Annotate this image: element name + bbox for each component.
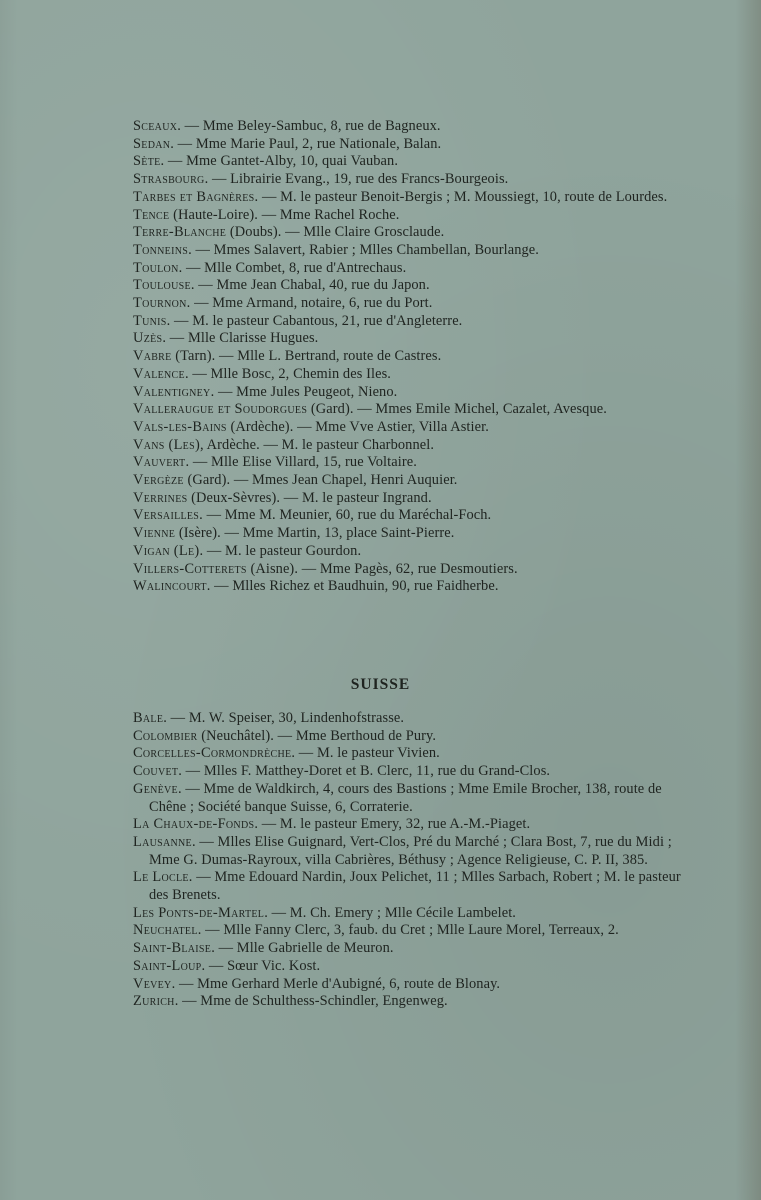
list-entry: Vauvert. — Mlle Elise Villard, 15, rue Voltaire. — [133, 454, 417, 471]
entry-place: Valleraugue et Soudorgues — [133, 401, 308, 418]
list-entry: Les Ponts-de-Martel. — M. Ch. Emery ; Mlle Cécile Lambelet. — [133, 904, 516, 921]
list-entry: Saint-Blaise. — Mlle Gabrielle de Meuron. — [133, 940, 394, 957]
entry-place: Villers-Cotterets — [133, 560, 247, 577]
entry-place: Genève — [133, 780, 178, 797]
entry-place: Le Locle — [133, 869, 189, 886]
entry-place: Strasbourg — [133, 171, 205, 188]
list-entry: Corcelles-Cormondrèche. — M. le pasteur Vivien. — [133, 745, 440, 762]
entry-place: Tunis — [133, 312, 167, 329]
entry-text: — Mme Gerhard Merle d'Aubigné, 6, route de Blonay. — [175, 975, 501, 992]
entry-text: (Tarn). — Mlle L. Bertrand, route de Castres. — [171, 348, 442, 365]
entry-place: Lausanne — [133, 833, 192, 850]
list-entry: Toulon. — Mlle Combet, 8, rue d'Antrechaus. — [133, 259, 407, 276]
list-entry: Strasbourg. — Librairie Evang., 19, rue des Francs-Bourgeois. — [133, 171, 509, 188]
entry-place: Sceaux — [133, 118, 178, 134]
list-entry — [133, 437, 681, 455]
entry-place: Toulouse — [133, 277, 191, 294]
list-entry: Tunis. — M. le pasteur Cabantous, 21, rue d'Angleterre. — [133, 312, 463, 329]
entry-place: Vienne — [133, 525, 176, 542]
entry-text: — M. le pasteur Benoit-Bergis ; M. Moussiegt, 10, route de Lourdes. — [258, 188, 668, 205]
entry-place: Tence — [133, 206, 170, 223]
entry-text: — Mme Beley-Sambuc, 8, rue de Bagneux. — [180, 118, 441, 134]
list-entry: Versailles. — Mme M. Meunier, 60, rue du Maréchal-Foch. — [133, 507, 492, 524]
entry-text: — Mlle Combet, 8, rue d'Antrechaus. — [182, 259, 407, 276]
list-entry: Tournon. — Mme Armand, notaire, 6, rue du Port. — [133, 295, 433, 312]
entry-text: — Mme Gantet-Alby, 10, quai Vauban. — [164, 153, 399, 170]
list-entry: Toulouse. — Mme Jean Chabal, 40, rue du Japon. — [133, 277, 430, 294]
section-title: SUISSE — [350, 676, 411, 693]
entry-text: (Haute-Loire). — Mme Rachel Roche. — [169, 206, 400, 223]
entry-text: — Mmes Salavert, Rabier ; Mlles Chambellan, Bourlange. — [191, 241, 539, 258]
entry-text: (Gard). — Mmes Emile Michel, Cazalet, Avesque. — [307, 401, 607, 418]
list-entry — [133, 401, 681, 419]
entry-place: Saint-Loup — [133, 957, 202, 974]
entry-text: — Librairie Evang., 19, rue des Francs-Bourgeois. — [208, 171, 509, 188]
entry-place: Neuchatel — [133, 922, 198, 939]
entry-text: — Mme Marie Paul, 2, rue Nationale, Balan. — [173, 135, 442, 152]
entry-text: — M. le pasteur Vivien. — [295, 745, 440, 762]
list-entry: Neuchatel. — Mlle Fanny Clerc, 3, faub. du Cret ; Mlle Laure Morel, Terreaux, 2. — [133, 922, 619, 939]
entry-text: — Mlles Elise Guignard, Vert-Clos, Pré du Marché ; Clara Bost, 7, rue du Midi ; Mme G. Dumas-Rayroux, villa Cabrières, Béthusy ; Agence Religieuse, C. P. II, 385. — [149, 833, 672, 868]
entry-text: — M. le pasteur Emery, 32, rue A.-M.-Piaget. — [258, 816, 531, 833]
list-entry — [133, 207, 681, 225]
list-entry: Saint-Loup. — Sœur Vic. Kost. — [133, 957, 321, 974]
entry-place: Tonneins — [133, 241, 189, 258]
entry-place: Sedan — [133, 135, 171, 152]
entry-text: — Sœur Vic. Kost. — [205, 957, 321, 974]
entry-text: , Ardèche. — M. le pasteur Charbonnel. — [200, 436, 435, 453]
entry-place: Vevey — [133, 975, 172, 992]
entry-place: Bale — [133, 710, 164, 726]
list-entry: Valence. — Mlle Bosc, 2, Chemin des Iles. — [133, 365, 391, 382]
entry-place: Tournon — [133, 295, 187, 312]
entry-place: Vergèze — [133, 472, 184, 489]
entry-place: Walincourt — [133, 578, 207, 595]
entry-text: — Mlle Fanny Clerc, 3, faub. du Cret ; Mlle Laure Morel, Terreaux, 2. — [201, 922, 619, 939]
list-entry — [133, 525, 681, 543]
entry-place: Valentigney — [133, 383, 211, 400]
entry-place: Saint-Blaise — [133, 940, 212, 957]
entry-text: — Mme de Waldkirch, 4, cours des Bastions ; Mme Emile Brocher, 138, route de Chêne ; Société banque Suisse, 6, Corraterie. — [149, 780, 662, 815]
entry-text: — Mme Jean Chabal, 40, rue du Japon. — [194, 277, 430, 294]
entry-text: — Mlle Clarisse Hugues. — [166, 330, 319, 347]
list-entry: Zurich. — Mme de Schulthess-Schindler, Engenweg. — [133, 993, 448, 1010]
list-entry: Tonneins. — Mmes Salavert, Rabier ; Mlles Chambellan, Bourlange. — [133, 241, 539, 258]
entry-text: (Isère). — Mme Martin, 13, place Saint-Pierre. — [175, 525, 455, 542]
entry-place: Terre-Blanche — [133, 224, 227, 241]
list-entry: La Chaux-de-Fonds. — M. le pasteur Emery, 32, rue A.-M.-Piaget. — [133, 816, 531, 833]
entry-text: — Mlle Gabrielle de Meuron. — [214, 940, 394, 957]
list-entry — [133, 561, 681, 579]
entry-text: (Doubs). — Mlle Claire Grosclaude. — [226, 224, 445, 241]
entry-place: Vauvert — [133, 454, 186, 471]
entry-text: (Deux-Sèvres). — M. le pasteur Ingrand. — [187, 489, 432, 506]
list-entry: Bale. — M. W. Speiser, 30, Lindenhofstrasse. — [133, 710, 405, 726]
list-entry: Couvet. — Mlles F. Matthey-Doret et B. Clerc, 11, rue du Grand-Clos. — [133, 763, 551, 780]
entry-text: — Mme Jules Peugeot, Nieno. — [214, 383, 398, 400]
entry-place: Vabre — [133, 348, 172, 365]
list-entry: Genève. — Mme de Waldkirch, 4, cours des Bastions ; Mme Emile Brocher, 138, route de Chêne ; Société banque Suisse, 6, Corraterie. — [133, 780, 662, 815]
entry-text: — Mme de Schulthess-Schindler, Engenweg. — [178, 993, 448, 1010]
entry-text: — M. W. Speiser, 30, Lindenhofstrasse. — [166, 710, 405, 726]
entry-text: — Mme Edouard Nardin, Joux Pelichet, 11 ; Mlles Sarbach, Robert ; M. le pasteur des Brenets. — [149, 869, 681, 904]
entry-place: Toulon — [133, 259, 179, 276]
entry-place: Valence — [133, 365, 185, 382]
entry-place: Sète — [133, 153, 161, 170]
list-entry: Valentigney. — Mme Jules Peugeot, Nieno. — [133, 383, 398, 400]
entry-text: — Mlle Elise Villard, 15, rue Voltaire. — [189, 454, 417, 471]
list-entry — [133, 224, 681, 242]
entry-place: Versailles — [133, 507, 200, 524]
entry-text: (Ardèche). — Mme Vve Astier, Villa Astier. — [226, 418, 489, 435]
entry-place: Corcelles-Cormondrèche — [133, 745, 292, 762]
entry-place: Uzès — [133, 330, 163, 347]
entry-place: Vans (Les) — [133, 436, 201, 453]
list-entry: Sedan. — Mme Marie Paul, 2, rue Nationale, Balan. — [133, 135, 442, 152]
entry-place: Les Ponts-de-Martel — [133, 904, 265, 921]
list-entry — [133, 490, 681, 508]
list-entry — [133, 472, 681, 490]
list-entry: Vevey. — Mme Gerhard Merle d'Aubigné, 6, route de Blonay. — [133, 975, 501, 992]
list-entry: Le Locle. — Mme Edouard Nardin, Joux Pelichet, 11 ; Mlles Sarbach, Robert ; M. le pasteur des Brenets. — [133, 869, 681, 904]
list-entry: Lausanne. — Mlles Elise Guignard, Vert-Clos, Pré du Marché ; Clara Bost, 7, rue du Midi ; Mme G. Dumas-Rayroux, villa Cabrières, Béthusy ; Agence Religieuse, C. P. II, 385. — [133, 833, 672, 868]
entry-place: Tarbes et Bagnères — [133, 188, 255, 205]
entry-place: La Chaux-de-Fonds — [133, 816, 255, 833]
entry-text: (Aisne). — Mme Pagès, 62, rue Desmoutiers. — [246, 560, 518, 577]
list-entry: Tarbes et Bagnères. — M. le pasteur Benoit-Bergis ; M. Moussiegt, 10, route de Lourdes. — [133, 188, 668, 205]
list-entry: Sète. — Mme Gantet-Alby, 10, quai Vauban. — [133, 153, 399, 170]
list-entry: Walincourt. — Mlles Richez et Baudhuin, 90, rue Faidherbe. — [133, 578, 499, 595]
suisse-list — [133, 710, 681, 1011]
entry-place: Colombier — [133, 727, 198, 744]
list-entry — [133, 728, 681, 746]
entry-text: — Mme Armand, notaire, 6, rue du Port. — [190, 295, 433, 312]
list-entry — [133, 419, 681, 437]
list-entry — [133, 543, 681, 561]
list-entry — [133, 348, 681, 366]
entry-place: Zurich — [133, 993, 175, 1010]
entry-text: (Gard). — Mmes Jean Chapel, Henri Auquier. — [183, 472, 458, 489]
entry-place: Vals-les-Bains — [133, 418, 227, 435]
entry-place: Verrines — [133, 489, 188, 506]
france-list — [133, 118, 681, 596]
entry-text: (Neuchâtel). — Mme Berthoud de Pury. — [197, 727, 437, 744]
list-entry: Sceaux. — Mme Beley-Sambuc, 8, rue de Bagneux. — [133, 118, 441, 134]
entry-place: Vigan (Le) — [133, 542, 200, 559]
list-entry: Uzès. — Mlle Clarisse Hugues. — [133, 330, 319, 347]
entry-text: . — M. le pasteur Gourdon. — [199, 542, 362, 559]
entry-text: — Mlle Bosc, 2, Chemin des Iles. — [188, 365, 391, 382]
entry-text: — Mme M. Meunier, 60, rue du Maréchal-Foch. — [202, 507, 492, 524]
entry-text: — Mlles F. Matthey-Doret et B. Clerc, 11, rue du Grand-Clos. — [181, 763, 551, 780]
entry-text: — Mlles Richez et Baudhuin, 90, rue Faidherbe. — [210, 578, 499, 595]
entry-place: Couvet — [133, 763, 179, 780]
entry-text: — M. Ch. Emery ; Mlle Cécile Lambelet. — [267, 904, 516, 921]
entry-text: — M. le pasteur Cabantous, 21, rue d'Angleterre. — [170, 312, 463, 329]
